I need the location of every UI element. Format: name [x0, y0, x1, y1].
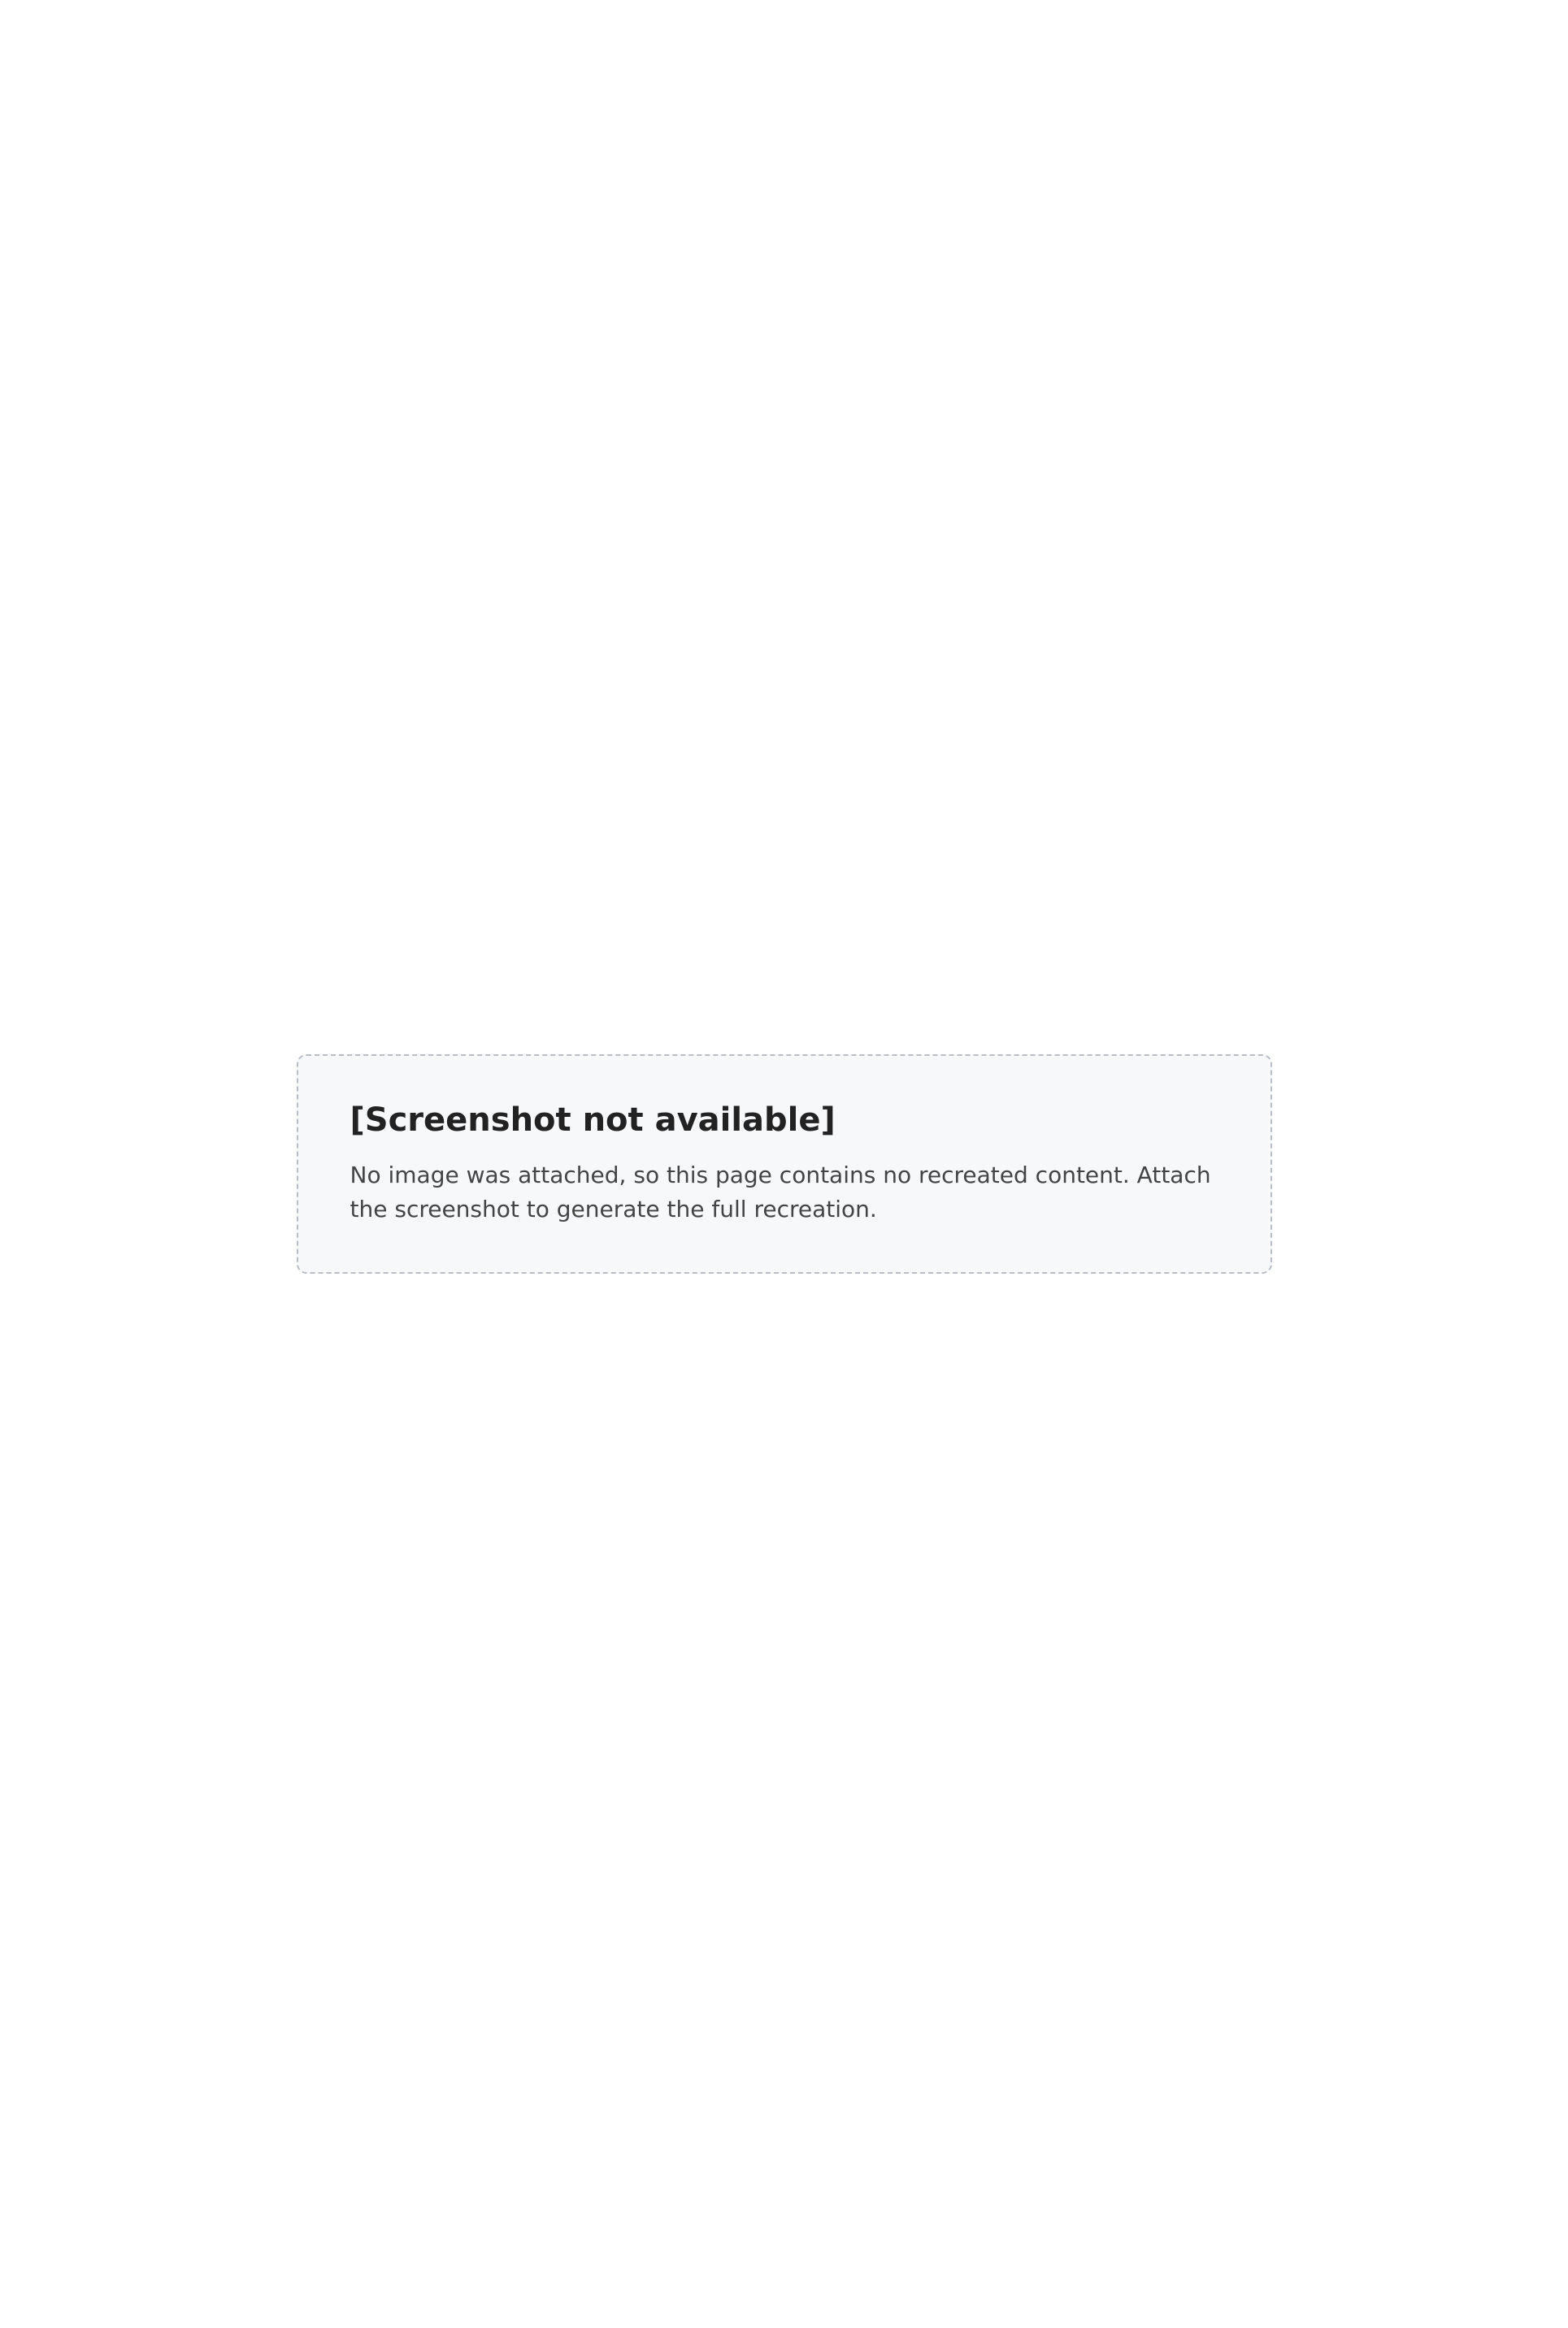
placeholder-title: [Screenshot not available] — [350, 1101, 836, 1139]
placeholder-body: No image was attached, so this page contains no recreated content. Attach the screenshot to generate the full recreation. — [350, 1162, 1211, 1223]
placeholder-notice — [297, 1054, 1272, 1274]
